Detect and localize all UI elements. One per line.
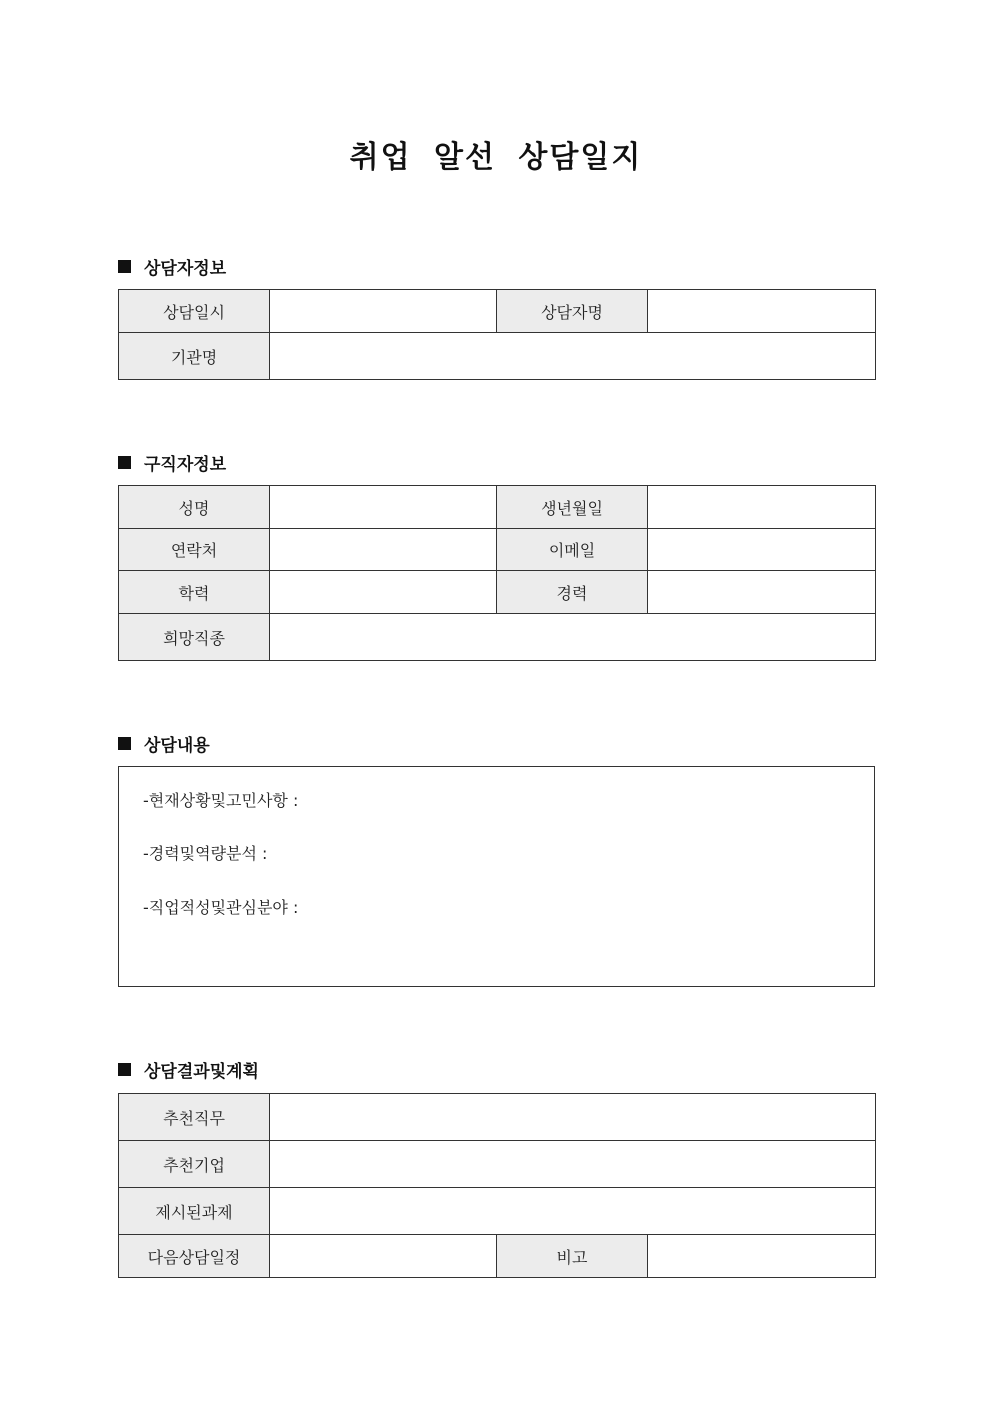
square-bullet-icon <box>118 737 131 750</box>
section-title: 상담결과및계획 <box>144 1062 259 1082</box>
square-bullet-icon <box>118 456 131 469</box>
education-field[interactable] <box>270 571 497 614</box>
label-cell: 상담일시 <box>119 290 270 333</box>
label-cell: 연락처 <box>119 529 270 571</box>
section-heading-content <box>118 731 210 756</box>
label-cell: 추천기업 <box>119 1141 270 1188</box>
section-title: 구직자정보 <box>144 455 227 475</box>
label-cell: 이메일 <box>497 529 648 571</box>
seeker-name-field[interactable] <box>270 486 497 529</box>
label-cell: 상담자명 <box>497 290 648 333</box>
result-plan-table <box>118 1093 876 1278</box>
content-line-aptitude: -직업적성및관심분야 : <box>143 898 299 917</box>
content-line-situation: -현재상황및고민사항 : <box>143 791 299 810</box>
square-bullet-icon <box>118 260 131 273</box>
birthdate-field[interactable] <box>648 486 876 529</box>
contact-field[interactable] <box>270 529 497 571</box>
label-cell: 다음상담일정 <box>119 1235 270 1278</box>
organization-field[interactable] <box>270 333 876 380</box>
document-title: 취업 알선 상담일지 <box>349 140 643 175</box>
label-cell: 기관명 <box>119 333 270 380</box>
assigned-task-field[interactable] <box>270 1188 876 1235</box>
note-field[interactable] <box>648 1235 876 1278</box>
label-cell: 경력 <box>497 571 648 614</box>
counselor-info-table <box>118 289 876 380</box>
label-cell: 추천직무 <box>119 1094 270 1141</box>
section-title: 상담내용 <box>144 736 210 756</box>
label-cell: 희망직종 <box>119 614 270 661</box>
label-cell: 생년월일 <box>497 486 648 529</box>
counsel-content-box[interactable] <box>118 766 875 987</box>
square-bullet-icon <box>118 1063 131 1076</box>
email-field[interactable] <box>648 529 876 571</box>
counsel-date-field[interactable] <box>270 290 497 333</box>
label-cell: 제시된과제 <box>119 1188 270 1235</box>
section-heading-counselor <box>118 254 226 279</box>
career-field[interactable] <box>648 571 876 614</box>
counselor-name-field[interactable] <box>648 290 876 333</box>
label-cell: 성명 <box>119 486 270 529</box>
section-title: 상담자정보 <box>144 259 227 279</box>
section-heading-result <box>118 1057 259 1082</box>
section-heading-seeker <box>118 450 226 475</box>
recommended-company-field[interactable] <box>270 1141 876 1188</box>
label-cell: 비고 <box>497 1235 648 1278</box>
next-schedule-field[interactable] <box>270 1235 497 1278</box>
seeker-info-table <box>118 485 876 661</box>
content-line-career-analysis: -경력및역량분석 : <box>143 844 268 863</box>
recommended-job-field[interactable] <box>270 1094 876 1141</box>
label-cell: 학력 <box>119 571 270 614</box>
desired-job-field[interactable] <box>270 614 876 661</box>
